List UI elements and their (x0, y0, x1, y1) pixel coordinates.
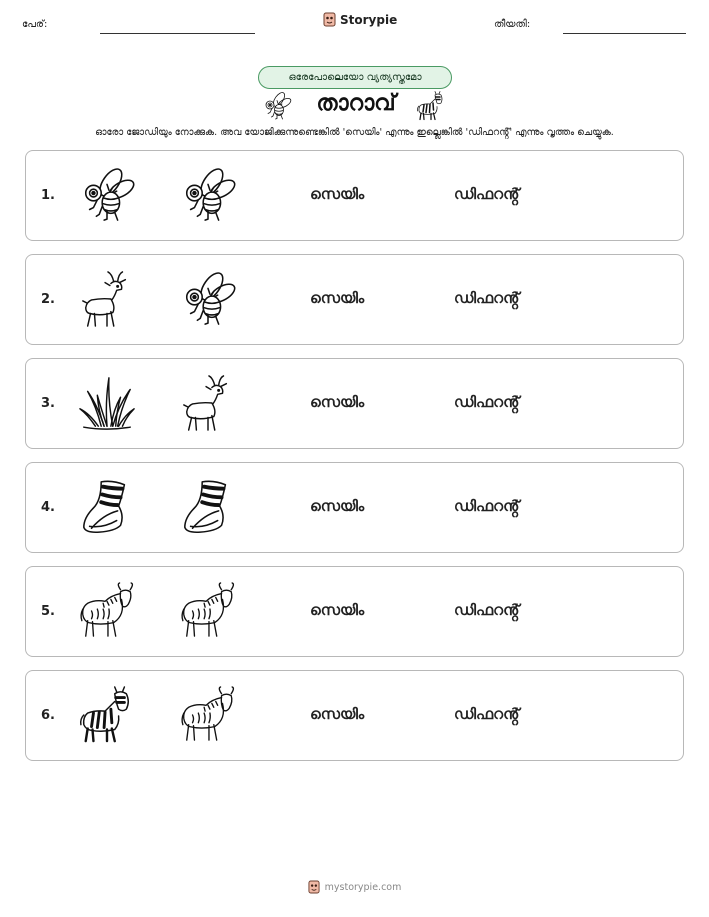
page-title: താറാവ് (316, 91, 396, 116)
option-same[interactable]: സെയിം (310, 393, 365, 411)
fly-icon (262, 91, 292, 121)
question-row-3 (25, 358, 684, 449)
option-same[interactable]: സെയിം (310, 705, 365, 723)
question-number: 4. (41, 500, 55, 515)
wildebeest-icon (179, 686, 237, 744)
brand (323, 12, 397, 27)
fly-icon (179, 270, 237, 328)
question-number: 1. (41, 188, 55, 203)
question-row-2 (25, 254, 684, 345)
hoof-icon (179, 478, 237, 536)
antelope-icon (179, 374, 237, 432)
wildebeest-icon (179, 582, 237, 640)
date-label: തീയതി: (494, 19, 531, 30)
footer-url[interactable]: mystorypie.com (324, 881, 402, 893)
worksheet-type-badge: ഒരേപോലെയോ വ്യത്യസ്തമോ (258, 66, 452, 89)
option-same[interactable]: സെയിം (310, 601, 365, 619)
hoof-icon (78, 478, 136, 536)
question-row-6 (25, 670, 684, 761)
option-same[interactable]: സെയിം (310, 185, 365, 203)
question-number: 2. (41, 292, 55, 307)
grass-icon (78, 374, 136, 432)
option-different[interactable]: ഡിഫറൻ്റ് (454, 601, 520, 619)
brand-name: Storypie (340, 12, 398, 27)
storypie-logo-icon (323, 12, 336, 27)
wildebeest-icon (78, 582, 136, 640)
zebra-icon (78, 686, 136, 744)
footer (0, 880, 709, 894)
question-row-5 (25, 566, 684, 657)
option-same[interactable]: സെയിം (310, 497, 365, 515)
option-different[interactable]: ഡിഫറൻ്റ് (454, 185, 520, 203)
title-row (0, 89, 709, 123)
storypie-logo-icon (308, 880, 320, 894)
question-number: 6. (41, 708, 55, 723)
option-different[interactable]: ഡിഫറൻ്റ് (454, 497, 520, 515)
antelope-icon (78, 270, 136, 328)
zebra-icon (416, 91, 446, 121)
name-label: പേര്: (22, 19, 48, 30)
date-line[interactable] (563, 33, 686, 34)
fly-icon (179, 166, 237, 224)
option-different[interactable]: ഡിഫറൻ്റ് (454, 393, 520, 411)
worksheet-header (0, 0, 709, 44)
option-different[interactable]: ഡിഫറൻ്റ് (454, 705, 520, 723)
option-different[interactable]: ഡിഫറൻ്റ് (454, 289, 520, 307)
question-number: 3. (41, 396, 55, 411)
question-row-4 (25, 462, 684, 553)
question-number: 5. (41, 604, 55, 619)
name-line[interactable] (100, 33, 255, 34)
fly-icon (78, 166, 136, 224)
question-row-1 (25, 150, 684, 241)
option-same[interactable]: സെയിം (310, 289, 365, 307)
instructions: ഓരോ ജോഡിയും നോക്കുക. അവ യോജിക്കുന്നുണ്ടെങ്കിൽ 'സെയിം' എന്നും ഇല്ലെങ്കിൽ 'ഡിഫറൻ്റ്' എന്നും വൃത്തം ചെയ്യുക. (95, 127, 614, 138)
